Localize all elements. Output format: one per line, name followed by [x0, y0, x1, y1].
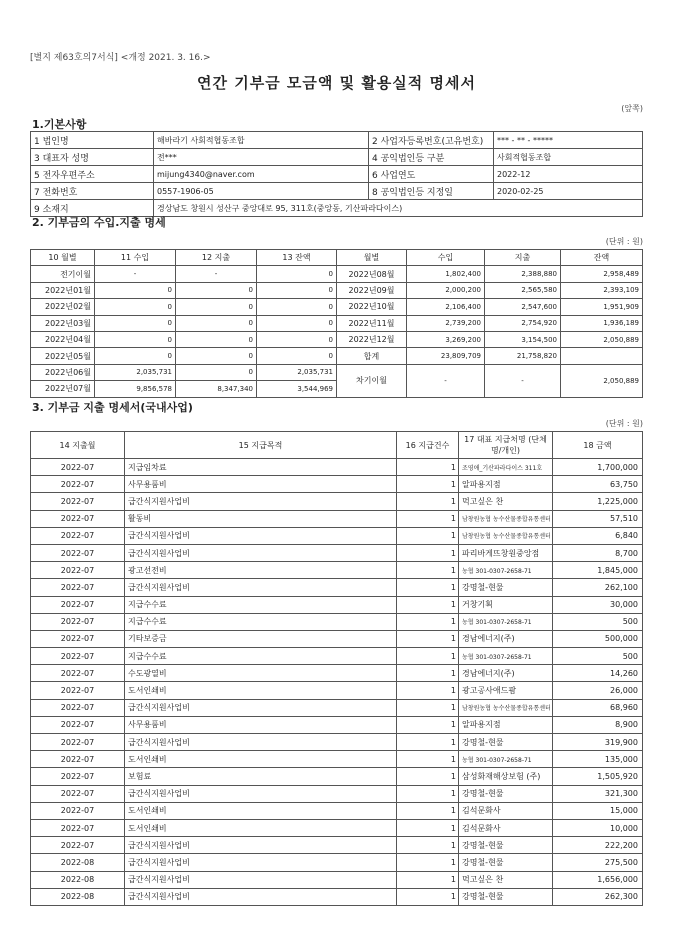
table-header-row	[31, 250, 643, 266]
money-unit: (단위 : 원)	[605, 237, 643, 246]
expense-purpose: 급간식지원사업비	[125, 734, 397, 751]
column-header: 18 금액	[553, 432, 643, 459]
expense-payee: 농협 301-0307-2658-71	[459, 648, 553, 665]
address-value: 경상남도 창원시 성산구 중앙대로 95, 311호(중앙동, 기산파라다이스)	[154, 200, 643, 217]
expense-month: 2022-07	[31, 699, 125, 716]
expense-payee: 남창원농협 농수산물종합유통센터	[459, 527, 553, 544]
section-basic-title: 1.기본사항	[32, 118, 87, 131]
table-row	[31, 527, 643, 544]
table-row	[31, 665, 643, 682]
table-row	[31, 630, 643, 647]
expense-amount: 10,000	[553, 819, 643, 836]
amount-cell: 21,758,820	[485, 348, 561, 364]
amount-cell: -	[176, 266, 257, 282]
expense-purpose: 보험료	[125, 768, 397, 785]
expense-purpose: 기타보증금	[125, 630, 397, 647]
table-row	[31, 837, 643, 854]
month-cell: 전기이월	[31, 266, 95, 282]
expense-purpose: 활동비	[125, 510, 397, 527]
column-header: 12 지출	[176, 250, 257, 266]
expense-amount: 1,656,000	[553, 871, 643, 888]
expense-amount: 319,900	[553, 734, 643, 751]
expense-purpose: 도서인쇄비	[125, 682, 397, 699]
expense-month: 2022-07	[31, 527, 125, 544]
column-header: 지출	[485, 250, 561, 266]
month-cell: 2022년10월	[337, 299, 407, 315]
expense-purpose: 급간식지원사업비	[125, 785, 397, 802]
table-row	[31, 699, 643, 716]
expense-amount: 262,100	[553, 579, 643, 596]
expense-amount: 8,700	[553, 544, 643, 561]
amount-cell: 0	[95, 348, 176, 364]
amount-cell: 9,856,578	[95, 381, 176, 397]
amount-cell: 2,035,731	[95, 364, 176, 380]
table-row	[31, 562, 643, 579]
table-row	[31, 751, 643, 768]
expense-month: 2022-07	[31, 734, 125, 751]
table-row	[31, 166, 643, 183]
expense-amount: 1,505,920	[553, 768, 643, 785]
section-expense-title: 3. 기부금 지출 명세서(국내사업)	[32, 401, 193, 414]
expense-payee: 김석문화사	[459, 819, 553, 836]
expense-month: 2022-08	[31, 888, 125, 905]
amount-cell: 3,269,200	[407, 331, 485, 347]
amount-cell	[561, 348, 643, 364]
amount-cell: 2,106,400	[407, 299, 485, 315]
expense-payee: 강명철-현물	[459, 734, 553, 751]
expense-amount: 222,200	[553, 837, 643, 854]
expense-count: 1	[397, 613, 459, 630]
expense-payee: 강명철-현물	[459, 837, 553, 854]
table-row	[31, 132, 643, 149]
amount-cell: 0	[95, 331, 176, 347]
column-header: 17 대표 지급처명 (단체명/개인)	[459, 432, 553, 459]
field-label: 8 공익법인등 지정일	[369, 183, 494, 200]
expense-amount: 26,000	[553, 682, 643, 699]
expense-month: 2022-07	[31, 802, 125, 819]
table-row	[31, 331, 643, 347]
expense-month: 2022-07	[31, 630, 125, 647]
table-row	[31, 854, 643, 871]
side-note: (앞쪽)	[621, 104, 643, 113]
expense-amount: 1,225,000	[553, 493, 643, 510]
expense-purpose: 사무용품비	[125, 716, 397, 733]
field-label: 3 대표자 성명	[31, 149, 154, 166]
expense-amount: 500	[553, 648, 643, 665]
expense-payee: 강명철-현물	[459, 888, 553, 905]
month-cell: 2022년07월	[31, 381, 95, 397]
expense-month: 2022-07	[31, 785, 125, 802]
expense-payee: 알파용지점	[459, 476, 553, 493]
expense-purpose: 급간식지원사업비	[125, 888, 397, 905]
table-row	[31, 734, 643, 751]
expense-purpose: 지급수수료	[125, 648, 397, 665]
expense-count: 1	[397, 648, 459, 665]
expense-purpose: 도서인쇄비	[125, 751, 397, 768]
table-row	[31, 315, 643, 331]
expense-count: 1	[397, 768, 459, 785]
expense-purpose: 급간식지원사업비	[125, 493, 397, 510]
month-cell: 2022년02월	[31, 299, 95, 315]
expense-payee: 경남에너지(주)	[459, 630, 553, 647]
amount-cell: 3,544,969	[257, 381, 337, 397]
amount-cell: 0	[176, 331, 257, 347]
amount-cell: 2,547,600	[485, 299, 561, 315]
expense-count: 1	[397, 699, 459, 716]
expense-month: 2022-07	[31, 493, 125, 510]
expense-purpose: 광고선전비	[125, 562, 397, 579]
amount-cell: 0	[257, 315, 337, 331]
amount-cell: 0	[257, 282, 337, 298]
expense-month: 2022-07	[31, 648, 125, 665]
expense-count: 1	[397, 596, 459, 613]
table-row	[31, 493, 643, 510]
month-cell: 2022년08월	[337, 266, 407, 282]
expense-count: 1	[397, 888, 459, 905]
column-header: 13 잔액	[257, 250, 337, 266]
field-value: 2022-12	[494, 166, 643, 183]
expense-payee: 농협 301-0307-2658-71	[459, 562, 553, 579]
expense-payee: 조영애_기산파라다이스 311호	[459, 459, 553, 476]
month-cell: 합계	[337, 348, 407, 364]
table-row	[31, 510, 643, 527]
field-value: mijung4340@naver.com	[154, 166, 369, 183]
table-row	[31, 596, 643, 613]
field-label: 4 공익법인등 구분	[369, 149, 494, 166]
expense-payee: 남창원농협 농수산물종합유통센터	[459, 699, 553, 716]
expense-purpose: 급간식지원사업비	[125, 699, 397, 716]
amount-cell: 0	[257, 266, 337, 282]
amount-cell: 0	[176, 348, 257, 364]
expense-count: 1	[397, 459, 459, 476]
table-row	[31, 282, 643, 298]
expense-amount: 57,510	[553, 510, 643, 527]
expense-amount: 63,750	[553, 476, 643, 493]
field-label: 1 법인명	[31, 132, 154, 149]
expense-amount: 14,260	[553, 665, 643, 682]
expense-month: 2022-07	[31, 579, 125, 596]
column-header: 월별	[337, 250, 407, 266]
table-row	[31, 149, 643, 166]
expense-payee: 삼성화재해상보험 (주)	[459, 768, 553, 785]
section-money-title: 2. 기부금의 수입.지출 명세	[32, 216, 166, 229]
month-cell: 2022년11월	[337, 315, 407, 331]
expense-purpose: 도서인쇄비	[125, 819, 397, 836]
expense-count: 1	[397, 734, 459, 751]
field-label: 7 전화번호	[31, 183, 154, 200]
address-label: 9 소재지	[31, 200, 154, 217]
expense-amount: 8,900	[553, 716, 643, 733]
expense-month: 2022-07	[31, 476, 125, 493]
carry-amount: -	[407, 364, 485, 397]
table-row	[31, 648, 643, 665]
field-value: 사회적협동조합	[494, 149, 643, 166]
expense-purpose: 사무용품비	[125, 476, 397, 493]
table-header-row	[31, 432, 643, 459]
expense-payee: 농협 301-0307-2658-71	[459, 613, 553, 630]
amount-cell: 0	[176, 315, 257, 331]
month-cell: 2022년09월	[337, 282, 407, 298]
table-row	[31, 348, 643, 364]
amount-cell: 2,958,489	[561, 266, 643, 282]
expense-purpose: 도서인쇄비	[125, 802, 397, 819]
expense-purpose: 급간식지원사업비	[125, 527, 397, 544]
amount-cell: -	[95, 266, 176, 282]
expense-payee: 먹고싶은 찬	[459, 493, 553, 510]
amount-cell: 2,754,920	[485, 315, 561, 331]
expense-payee: 강명철-현물	[459, 854, 553, 871]
expense-count: 1	[397, 544, 459, 561]
expense-purpose: 지급임차료	[125, 459, 397, 476]
month-cell: 2022년05월	[31, 348, 95, 364]
field-value: 0557-1906-05	[154, 183, 369, 200]
amount-cell: 0	[176, 299, 257, 315]
expense-payee: 김석문화사	[459, 802, 553, 819]
expense-month: 2022-07	[31, 562, 125, 579]
amount-cell: 0	[257, 348, 337, 364]
expense-month: 2022-07	[31, 768, 125, 785]
expense-amount: 275,500	[553, 854, 643, 871]
field-label: 6 사업연도	[369, 166, 494, 183]
expense-payee: 광고공사애드팜	[459, 682, 553, 699]
expense-count: 1	[397, 579, 459, 596]
expense-count: 1	[397, 527, 459, 544]
table-row	[31, 682, 643, 699]
table-row	[31, 888, 643, 905]
amount-cell: 0	[176, 364, 257, 380]
expense-month: 2022-07	[31, 544, 125, 561]
page-title: 연간 기부금 모금액 및 활용실적 명세서	[197, 74, 476, 92]
expense-amount: 6,840	[553, 527, 643, 544]
carry-label: 차기이월	[337, 364, 407, 397]
expense-month: 2022-07	[31, 510, 125, 527]
expense-payee: 경남에너지(주)	[459, 665, 553, 682]
expense-amount: 500,000	[553, 630, 643, 647]
expense-count: 1	[397, 510, 459, 527]
expense-count: 1	[397, 682, 459, 699]
expense-purpose: 급간식지원사업비	[125, 579, 397, 596]
amount-cell: 2,035,731	[257, 364, 337, 380]
amount-cell: 1,936,189	[561, 315, 643, 331]
expense-month: 2022-07	[31, 596, 125, 613]
expense-purpose: 지급수수료	[125, 596, 397, 613]
expense-month: 2022-08	[31, 854, 125, 871]
expense-count: 1	[397, 630, 459, 647]
field-value: 해바라기 사회적협동조합	[154, 132, 369, 149]
expense-purpose: 급간식지원사업비	[125, 871, 397, 888]
table-row	[31, 459, 643, 476]
expense-amount: 321,300	[553, 785, 643, 802]
table-row	[31, 716, 643, 733]
expense-count: 1	[397, 802, 459, 819]
month-cell: 2022년01월	[31, 282, 95, 298]
column-header: 수입	[407, 250, 485, 266]
field-value: 전***	[154, 149, 369, 166]
expense-month: 2022-07	[31, 819, 125, 836]
expense-payee: 거창기획	[459, 596, 553, 613]
expense-amount: 30,000	[553, 596, 643, 613]
table-row	[31, 299, 643, 315]
table-row	[31, 364, 643, 380]
expense-purpose: 급간식지원사업비	[125, 837, 397, 854]
amount-cell: 8,347,340	[176, 381, 257, 397]
expense-count: 1	[397, 665, 459, 682]
expense-purpose: 급간식지원사업비	[125, 544, 397, 561]
amount-cell: 0	[257, 331, 337, 347]
amount-cell: 2,393,109	[561, 282, 643, 298]
expense-count: 1	[397, 871, 459, 888]
expense-month: 2022-07	[31, 837, 125, 854]
expense-payee: 강명철-현물	[459, 785, 553, 802]
table-row	[31, 183, 643, 200]
form-note: [별지 제63호의7서식] <개정 2021. 3. 16.>	[30, 53, 211, 63]
month-cell: 2022년03월	[31, 315, 95, 331]
table-row	[31, 476, 643, 493]
amount-cell: 23,809,709	[407, 348, 485, 364]
table-row	[31, 768, 643, 785]
expense-count: 1	[397, 493, 459, 510]
income-expense-table	[30, 249, 643, 398]
month-cell: 2022년06월	[31, 364, 95, 380]
month-cell: 2022년04월	[31, 331, 95, 347]
expense-amount: 1,845,000	[553, 562, 643, 579]
column-header: 14 지출월	[31, 432, 125, 459]
expense-month: 2022-08	[31, 871, 125, 888]
amount-cell: 2,739,200	[407, 315, 485, 331]
expense-count: 1	[397, 751, 459, 768]
expense-month: 2022-07	[31, 682, 125, 699]
table-row	[31, 785, 643, 802]
expense-purpose: 급간식지원사업비	[125, 854, 397, 871]
expense-count: 1	[397, 716, 459, 733]
table-row	[31, 544, 643, 561]
amount-cell: 1,951,909	[561, 299, 643, 315]
expense-amount: 15,000	[553, 802, 643, 819]
expense-count: 1	[397, 562, 459, 579]
expense-payee: 파리바게뜨창원중앙점	[459, 544, 553, 561]
expense-month: 2022-07	[31, 716, 125, 733]
expense-payee: 남창원농협 농수산물종합유통센터	[459, 510, 553, 527]
amount-cell: 0	[95, 299, 176, 315]
field-value: 2020-02-25	[494, 183, 643, 200]
expense-count: 1	[397, 837, 459, 854]
carry-amount: -	[485, 364, 561, 397]
amount-cell: 2,388,880	[485, 266, 561, 282]
expense-month: 2022-07	[31, 613, 125, 630]
expense-count: 1	[397, 785, 459, 802]
expense-payee: 알파용지점	[459, 716, 553, 733]
amount-cell: 3,154,500	[485, 331, 561, 347]
expense-amount: 1,700,000	[553, 459, 643, 476]
field-value: *** - ** - *****	[494, 132, 643, 149]
amount-cell: 0	[95, 282, 176, 298]
amount-cell: 2,050,889	[561, 331, 643, 347]
basic-info-table	[30, 131, 643, 217]
table-row	[31, 819, 643, 836]
expense-count: 1	[397, 819, 459, 836]
column-header: 15 지급목적	[125, 432, 397, 459]
amount-cell: 2,000,200	[407, 282, 485, 298]
expense-payee: 먹고싶은 찬	[459, 871, 553, 888]
expense-table	[30, 431, 643, 906]
expense-month: 2022-07	[31, 459, 125, 476]
expense-amount: 68,960	[553, 699, 643, 716]
column-header: 10 월별	[31, 250, 95, 266]
expense-amount: 262,300	[553, 888, 643, 905]
amount-cell: 0	[176, 282, 257, 298]
amount-cell: 1,802,400	[407, 266, 485, 282]
expense-payee: 농협 301-0307-2658-71	[459, 751, 553, 768]
expense-purpose: 수도광열비	[125, 665, 397, 682]
month-cell: 2022년12월	[337, 331, 407, 347]
expense-amount: 135,000	[553, 751, 643, 768]
table-row	[31, 802, 643, 819]
table-row	[31, 266, 643, 282]
expense-count: 1	[397, 476, 459, 493]
expense-amount: 500	[553, 613, 643, 630]
table-row	[31, 613, 643, 630]
column-header: 11 수입	[95, 250, 176, 266]
expense-month: 2022-07	[31, 665, 125, 682]
column-header: 16 지급건수	[397, 432, 459, 459]
table-row	[31, 871, 643, 888]
expense-payee: 강명철-현물	[459, 579, 553, 596]
table-row	[31, 579, 643, 596]
amount-cell: 0	[257, 299, 337, 315]
field-label: 5 전자우편주소	[31, 166, 154, 183]
expense-month: 2022-07	[31, 751, 125, 768]
field-label: 2 사업자등록번호(고유번호)	[369, 132, 494, 149]
expense-count: 1	[397, 854, 459, 871]
expense-purpose: 지급수수료	[125, 613, 397, 630]
carry-amount: 2,050,889	[561, 364, 643, 397]
amount-cell: 0	[95, 315, 176, 331]
amount-cell: 2,565,580	[485, 282, 561, 298]
expense-unit: (단위 : 원)	[605, 419, 643, 428]
column-header: 잔액	[561, 250, 643, 266]
